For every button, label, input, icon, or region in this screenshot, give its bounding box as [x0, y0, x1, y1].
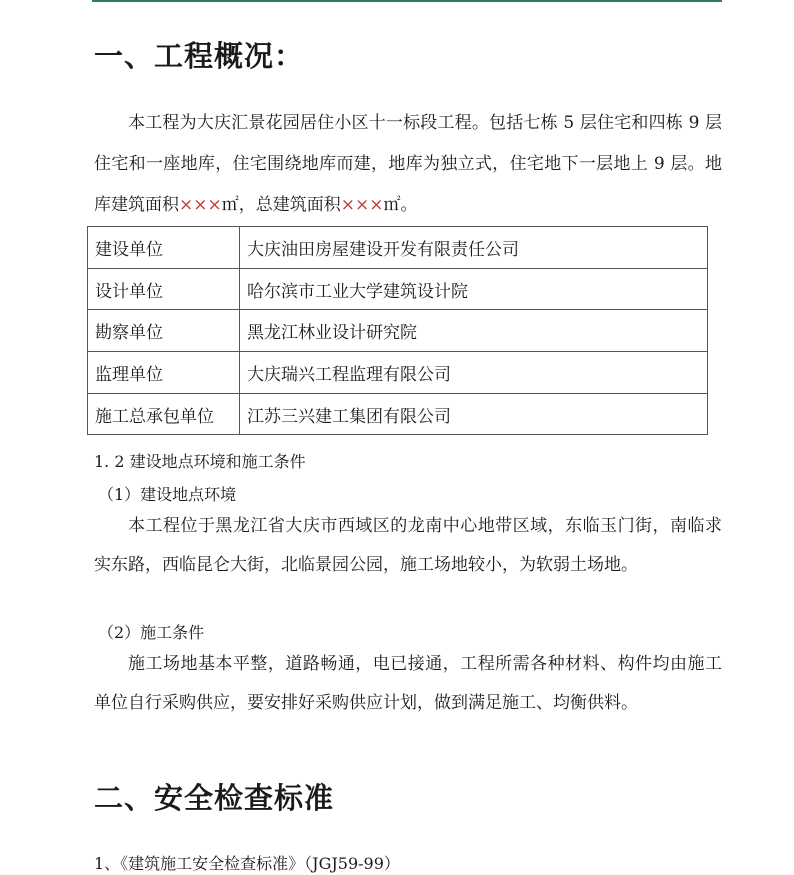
table-row — [88, 227, 708, 269]
table-cell-value: 哈尔滨市工业大学建筑设计院 — [240, 268, 708, 310]
table-row — [88, 268, 708, 310]
area-placeholder-mark-1: ××× — [179, 195, 222, 215]
table-row — [88, 352, 708, 394]
table-cell-label: 设计单位 — [88, 268, 240, 310]
project-info-table — [87, 226, 708, 435]
table-cell-label: 监理单位 — [88, 352, 240, 394]
table-cell-value: 大庆瑞兴工程监理有限公司 — [240, 352, 708, 394]
table-cell-label: 勘察单位 — [88, 310, 240, 352]
table-row — [88, 310, 708, 352]
intro-text-3: ㎡。 — [383, 195, 418, 215]
standard-item-1: 1、《建筑施工安全检查标准》（JGJ59-99） — [94, 854, 400, 873]
section1-heading: 一、工程概况： — [94, 39, 305, 73]
intro-text-1: 本工程为大庆汇景花园居住小区十一标段工程。包括七栋 5 层住宅和四栋 9 层住宅和一座地库，住宅围绕地库而建，地库为独立式，住宅地下一层地上 9 层。地库建筑面积 — [94, 113, 722, 215]
intro-text-2: ㎡，总建筑面积 — [221, 195, 341, 215]
top-rule — [92, 0, 722, 2]
section2-heading: 二、安全检查标准 — [94, 781, 335, 815]
conditions-title: （2）施工条件 — [98, 623, 205, 642]
environment-paragraph: 本工程位于黑龙江省大庆市西域区的龙南中心地带区域，东临玉门街，南临求实东路，西临昆仑大街，北临景园公园，施工场地较小，为软弱土场地。 — [94, 516, 722, 575]
table-row — [88, 393, 708, 435]
section1-intro-paragraph — [94, 103, 722, 226]
table-cell-value: 江苏三兴建工集团有限公司 — [240, 393, 708, 435]
area-placeholder-mark-2: ××× — [340, 195, 384, 215]
table-cell-value: 大庆油田房屋建设开发有限责任公司 — [240, 227, 708, 269]
table-cell-label: 建设单位 — [88, 227, 240, 269]
conditions-paragraph: 施工场地基本平整，道路畅通，电已接通，工程所需各种材料、构件均由施工单位自行采购供应，要安排好采购供应计划，做到满足施工、均衡供料。 — [94, 654, 722, 713]
table-cell-value: 黑龙江林业设计研究院 — [240, 310, 708, 352]
table-cell-label: 施工总承包单位 — [88, 393, 240, 435]
environment-title: （1）建设地点环境 — [98, 485, 237, 504]
subsection-heading: 1. 2 建设地点环境和施工条件 — [94, 452, 306, 471]
